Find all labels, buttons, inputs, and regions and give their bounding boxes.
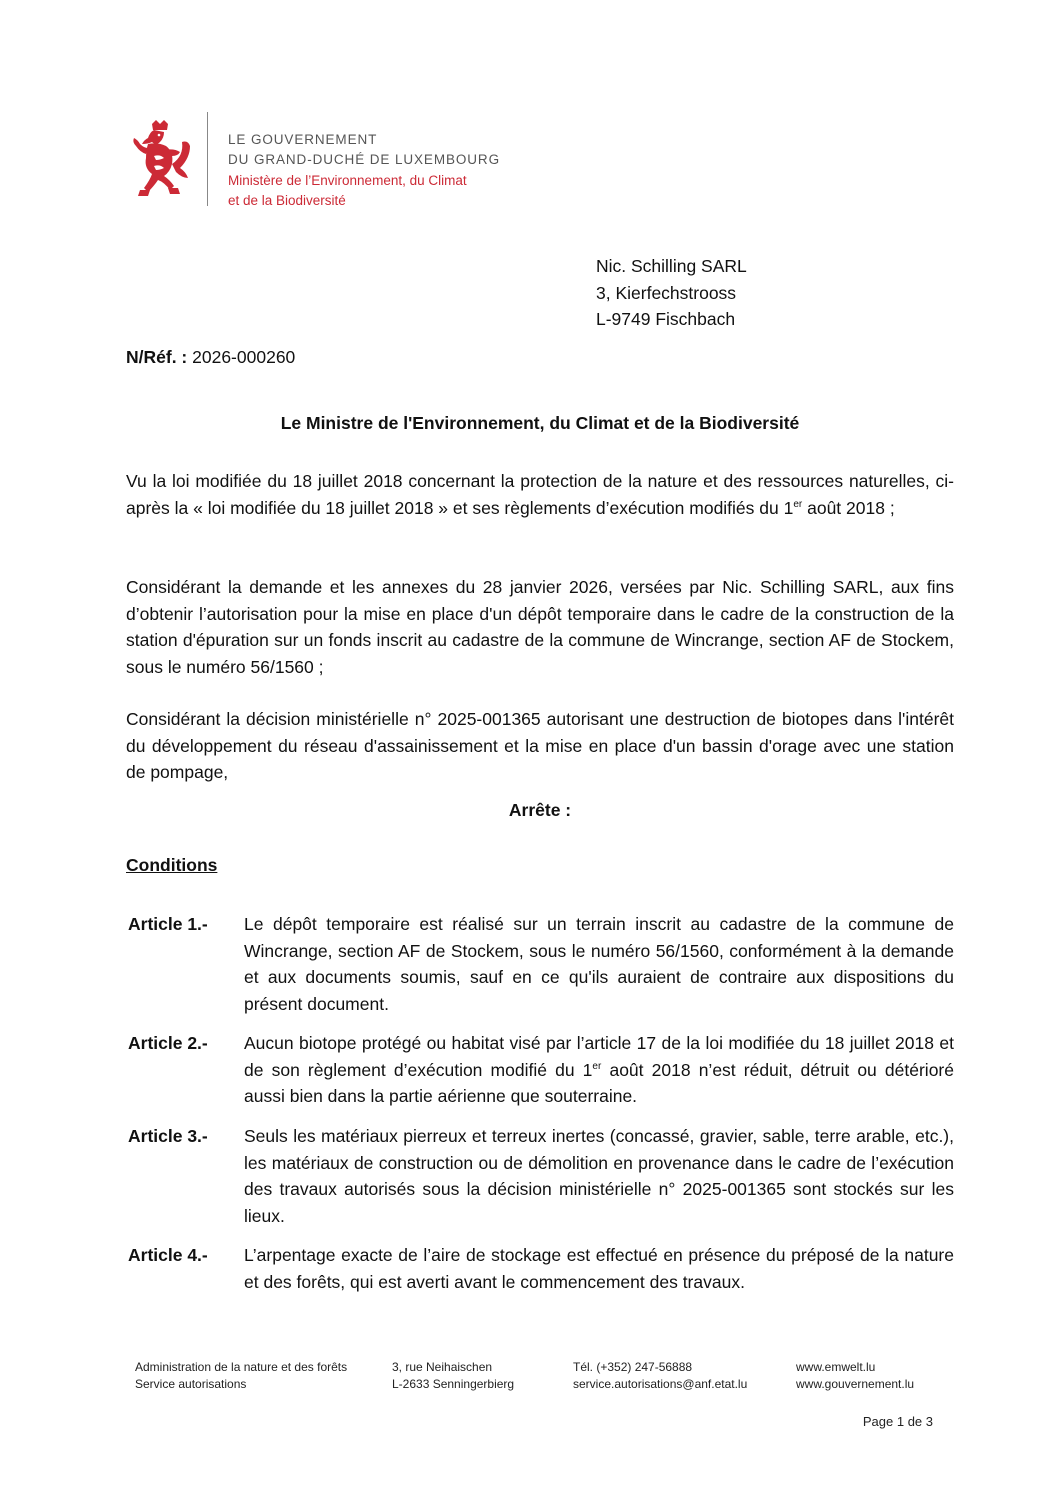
article-text: Seuls les matériaux pierreux et terreux inertes (concassé, gravier, sable, terre arable, etc.), les matériaux de construction ou de démolition en provenance dans le cadre de l’exécution des travaux autorisés sous la décision ministérielle n° 2025-001365 sont stockés sur les lieux. — [244, 1126, 954, 1226]
recipient-city: L-9749 Fischbach — [596, 309, 736, 329]
paragraph-considerant-decision: Considérant la décision ministérielle n° 2025-001365 autorisant une destruction de biotopes dans l'intérêt du développement du réseau d'assainissement et la mise en place d'un bassin d'orage avec une station de pompage, — [126, 709, 954, 782]
footer-street: 3, rue Neihaischen — [392, 1360, 493, 1374]
article-text — [244, 1030, 954, 1110]
footer-postcode: L-2633 Senningerbierg — [392, 1377, 515, 1391]
section-conditions: Conditions — [126, 855, 218, 875]
reference-label: N/Réf. : — [126, 347, 188, 367]
government-line-2: DU GRAND-DUCHÉ DE LUXEMBOURG — [228, 152, 500, 167]
footer-website-emwelt[interactable]: www.emwelt.lu — [796, 1360, 876, 1374]
page-number: Page 1 de 3 — [862, 1414, 933, 1429]
footer-phone: Tél. (+352) 247-56888 — [573, 1360, 693, 1374]
article-1 — [126, 911, 954, 1017]
paragraph-vu-la-loi — [126, 468, 954, 521]
government-line-1: LE GOUVERNEMENT — [228, 132, 378, 147]
paragraph-text: Vu la loi modifiée du 18 juillet 2018 concernant la protection de la nature et des ressources naturelles, ci-après la « loi modifiée du 18 juillet 2018 » et ses règlements d’exécution modifiés du 1 — [126, 471, 954, 518]
document-title: Le Ministre de l'Environnement, du Climat et de la Biodiversité — [280, 413, 800, 433]
footer-col-address — [392, 1359, 514, 1393]
article-text-part: août 2018 n’est réduit, détruit ou détérioré aussi bien dans la partie aérienne que souterraine. — [244, 1059, 954, 1106]
footer-col-contact — [573, 1359, 747, 1393]
paragraph-considerant-demande: Considérant la demande et les annexes du 28 janvier 2026, versées par Nic. Schilling SARL, aux fins d’obtenir l’autorisation pour la mise en place d'un dépôt temporaire dans le cadre de la construction de la station d'épuration sur un fonds inscrit au cadastre de la commune de Wincrange, section AF de Stockem, sous le numéro 56/1560 ; — [126, 577, 954, 677]
article-text: L’arpentage exacte de l’aire de stockage est effectué en présence du préposé de la nature et des forêts, qui est averti avant le commencement des travaux. — [244, 1245, 954, 1292]
article-label: Article 2.- — [128, 1033, 208, 1053]
reference-line — [126, 347, 295, 368]
article-3 — [126, 1123, 954, 1229]
footer-service-name: Service autorisations — [135, 1377, 247, 1391]
ministry-line-2: et de la Biodiversité — [228, 193, 346, 208]
article-text-part: Aucun biotope protégé ou habitat visé par l’article 17 de la loi modifiée du 18 juillet 2018 et de son règlement d’exécution modifié du 1 — [244, 1033, 954, 1080]
red-lion-icon — [130, 120, 192, 198]
recipient-street: 3, Kierfechstrooss — [596, 283, 737, 303]
footer-administration-name: Administration de la nature et des forêts — [135, 1360, 348, 1374]
superscript: er — [592, 1060, 602, 1072]
footer-col-administration — [135, 1359, 347, 1393]
footer-col-websites — [796, 1359, 914, 1393]
article-label: Article 4.- — [128, 1245, 208, 1265]
recipient-name: Nic. Schilling SARL — [596, 256, 747, 276]
superscript: er — [793, 498, 803, 510]
paragraph-text: août 2018 ; — [802, 497, 895, 518]
article-label: Article 1.- — [128, 914, 208, 934]
header-divider — [207, 112, 208, 206]
footer-email[interactable]: service.autorisations@anf.etat.lu — [573, 1377, 748, 1391]
ministry-line-1: Ministère de l’Environnement, du Climat — [228, 173, 467, 188]
article-4 — [126, 1242, 954, 1295]
article-text: Le dépôt temporaire est réalisé sur un terrain inscrit au cadastre de la commune de Wincrange, section AF de Stockem, sous le numéro 56/1560, conformément à la demande et aux documents soumis, sauf en ce qu'ils auraient de contraire aux dispositions du présent document. — [244, 914, 954, 1014]
reference-value: 2026-000260 — [192, 347, 296, 367]
decree-heading: Arrête : — [508, 800, 572, 820]
article-label: Article 3.- — [128, 1126, 208, 1146]
footer-website-gouvernement[interactable]: www.gouvernement.lu — [796, 1377, 915, 1391]
article-2 — [126, 1030, 954, 1110]
